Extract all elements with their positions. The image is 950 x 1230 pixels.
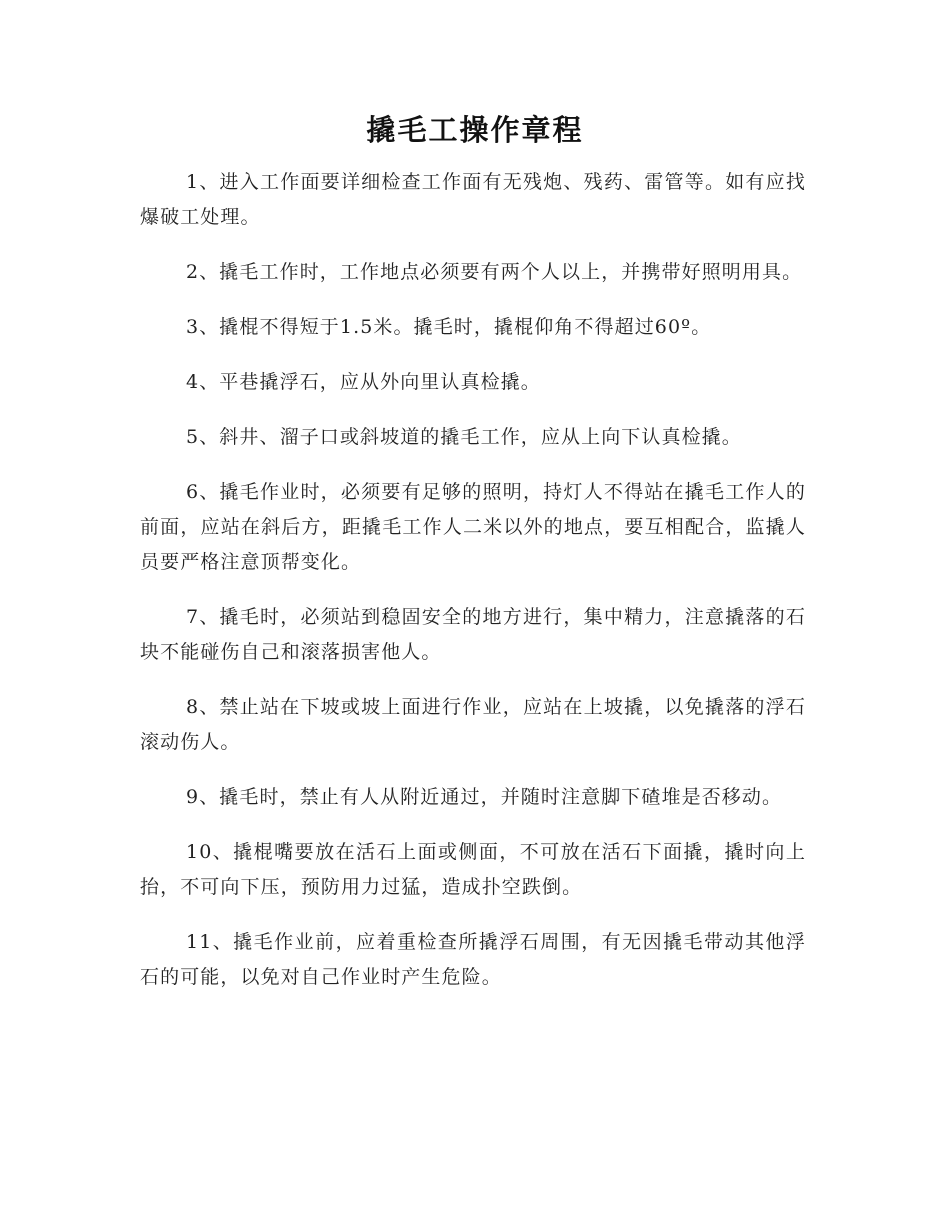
paragraph-11: 11、撬毛作业前，应着重检查所撬浮石周围，有无因撬毛带动其他浮石的可能，以免对自己作业时产生危险。	[140, 931, 806, 988]
paragraph-2: 2、撬毛工作时，工作地点必须要有两个人以上，并携带好照明用具。	[186, 261, 803, 283]
paragraph-9: 9、撬毛时，禁止有人从附近通过，并随时注意脚下碴堆是否移动。	[186, 786, 783, 808]
paragraph-8: 8、禁止站在下坡或坡上面进行作业，应站在上坡撬，以免撬落的浮石滚动伤人。	[140, 696, 806, 753]
paragraph-5: 5、斜井、溜子口或斜坡道的撬毛工作，应从上向下认真检撬。	[186, 426, 742, 448]
paragraph-4: 4、平巷撬浮石，应从外向里认真检撬。	[186, 371, 541, 393]
paragraph-10: 10、撬棍嘴要放在活石上面或侧面，不可放在活石下面撬，撬时向上抬，不可向下压，预防用力过猛，造成扑空跌倒。	[140, 841, 806, 898]
page-title: 撬毛工操作章程	[366, 113, 584, 147]
paragraph-1: 1、进入工作面要详细检查工作面有无残炮、残药、雷管等。如有应找爆破工处理。	[140, 171, 806, 228]
paragraph-7: 7、撬毛时，必须站到稳固安全的地方进行，集中精力，注意撬落的石块不能碰伤自己和滚落损害他人。	[140, 606, 806, 663]
document-body	[140, 165, 806, 1015]
paragraph-3: 3、撬棍不得短于1.5米。撬毛时，撬棍仰角不得超过60º。	[186, 316, 712, 338]
paragraph-6: 6、撬毛作业时，必须要有足够的照明，持灯人不得站在撬毛工作人的前面，应站在斜后方，距撬毛工作人二米以外的地点，要互相配合，监撬人员要严格注意顶帮变化。	[140, 481, 806, 573]
